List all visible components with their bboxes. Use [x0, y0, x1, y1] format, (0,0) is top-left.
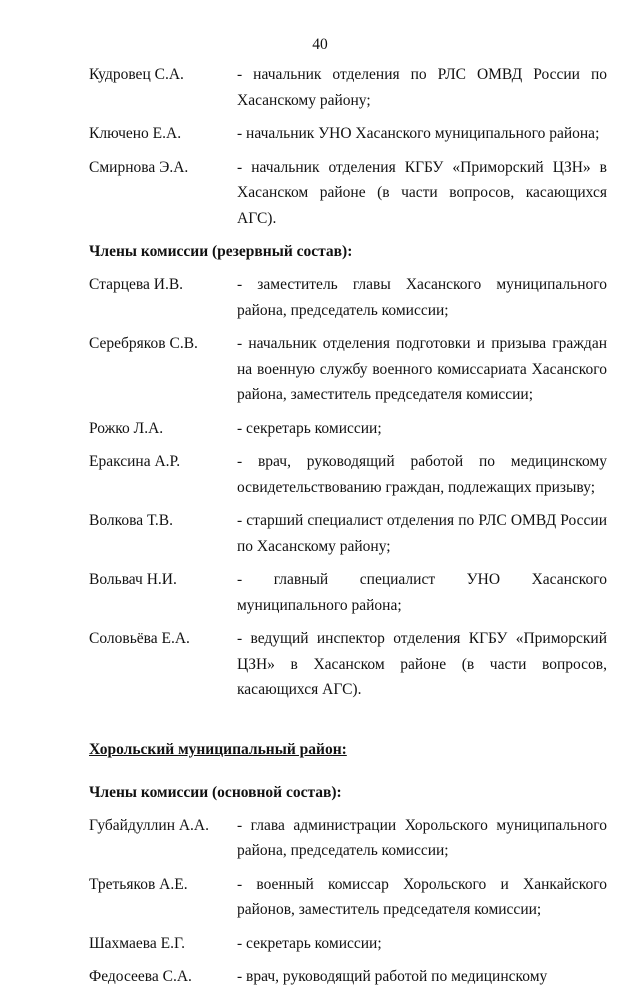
member-role: - начальник отделения КГБУ «Приморский ЦЗН» в Хасанском районе (в части вопросов, касающихся АГС). — [237, 158, 607, 227]
member-name: Кудровец С.А. — [89, 66, 184, 83]
member-role: - начальник отделения подготовки и призыва граждан на военную службу военного комиссариата Хасанского района, заместитель председателя комиссии; — [237, 335, 607, 403]
block1-list — [89, 62, 607, 231]
member-name: Соловьёва Е.А. — [89, 630, 190, 647]
member-name: Вольвач Н.И. — [89, 571, 177, 588]
member-role: - глава администрации Хорольского муниципального района, председатель комиссии; — [237, 816, 607, 859]
member-row — [89, 331, 607, 408]
member-role: - секретарь комиссии; — [237, 419, 382, 437]
member-row — [89, 931, 607, 957]
member-row — [89, 508, 607, 559]
member-role: - главный специалист УНО Хасанского муниципального района; — [237, 571, 607, 614]
member-row — [89, 121, 607, 147]
member-name: Ключено Е.А. — [89, 125, 182, 142]
member-role: - начальник отделения по РЛС ОМВД России по Хасанскому району; — [237, 66, 607, 109]
member-name: Старцева И.В. — [89, 276, 184, 293]
member-row — [89, 567, 607, 618]
member-name: Федосеева С.А. — [89, 968, 192, 985]
reserve-list — [89, 272, 607, 703]
main-heading: Члены комиссии (основной состав): — [89, 783, 342, 801]
member-name: Смирнова Э.А. — [89, 158, 189, 176]
member-row — [89, 272, 607, 323]
member-role: - врач, руководящий работой по медицинскому освидетельствованию граждан, подлежащих призыву; — [237, 453, 607, 496]
member-role: - ведущий инспектор отделения КГБУ «Приморский ЦЗН» в Хасанском районе (в части вопросов, касающихся АГС). — [237, 630, 607, 698]
member-name: Волкова Т.В. — [89, 512, 173, 529]
member-row — [89, 964, 607, 990]
member-row — [89, 416, 607, 442]
member-role: - начальник УНО Хасанского муниципального района; — [237, 125, 600, 142]
member-name: Серебряков С.В. — [89, 335, 198, 352]
member-row — [89, 813, 607, 864]
member-name: Губайдуллин А.А. — [89, 816, 210, 834]
member-role: - старший специалист отделения по РЛС ОМВД России по Хасанскому району; — [237, 512, 607, 555]
member-row — [89, 626, 607, 703]
page-number: 40 — [312, 36, 328, 53]
member-row — [89, 155, 607, 232]
main-list — [89, 813, 607, 990]
member-name: Шахмаева Е.Г. — [89, 934, 186, 952]
member-row — [89, 449, 607, 500]
reserve-heading: Члены комиссии (резервный состав): — [89, 243, 353, 260]
member-name: Ераксина А.Р. — [89, 453, 181, 470]
member-row — [89, 62, 607, 113]
member-name: Рожко Л.А. — [89, 419, 164, 437]
document-content — [89, 62, 607, 998]
district-heading: Хорольский муниципальный район: — [89, 740, 347, 758]
member-role: - заместитель главы Хасанского муниципального района, председатель комиссии; — [237, 276, 607, 319]
member-name: Третьяков А.Е. — [89, 875, 188, 893]
member-row — [89, 872, 607, 923]
member-role: - секретарь комиссии; — [237, 934, 382, 952]
member-role: - врач, руководящий работой по медицинскому — [237, 968, 548, 985]
member-role: - военный комиссар Хорольского и Ханкайского районов, заместитель председателя комиссии; — [237, 875, 607, 918]
